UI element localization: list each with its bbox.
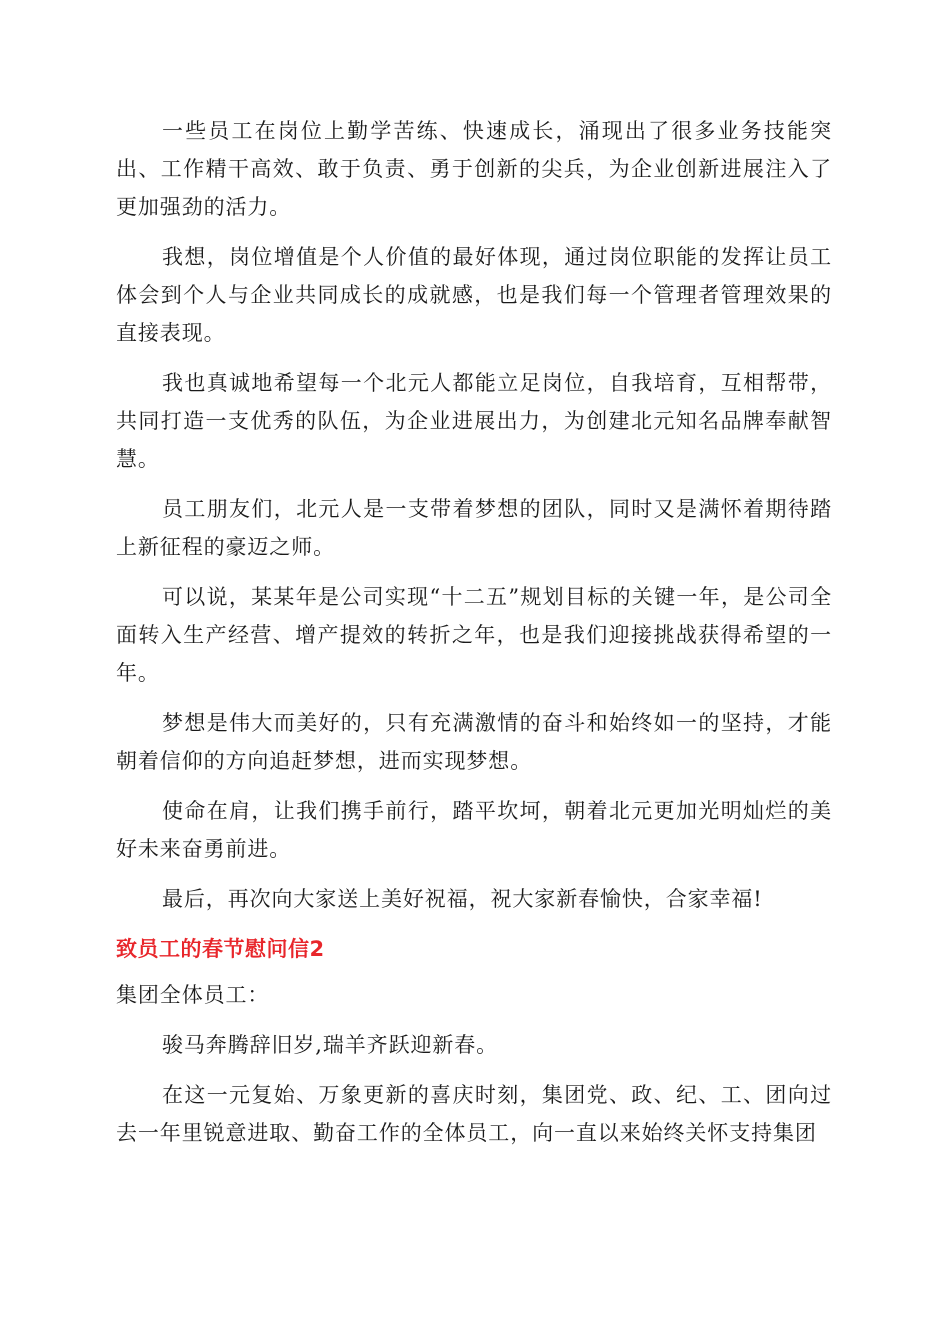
body-paragraph: 梦想是伟大而美好的，只有充满激情的奋斗和始终如一的坚持，才能朝着信仰的方向追赶梦想，进而实现梦想。 — [116, 711, 832, 773]
body-paragraph: 我想，岗位增值是个人价值的最好体现，通过岗位职能的发挥让员工体会到个人与企业共同成长的成就感，也是我们每一个管理者管理效果的直接表现。 — [116, 245, 832, 345]
body-paragraph: 可以说，某某年是公司实现“十二五”规划目标的关键一年，是公司全面转入生产经营、增产提效的转折之年，也是我们迎接挑战获得希望的一年。 — [116, 585, 832, 685]
section-heading: 致员工的春节慰问信2 — [116, 937, 325, 961]
closing-paragraph: 最后，再次向大家送上美好祝福，祝大家新春愉快，合家幸福! — [162, 887, 763, 911]
salutation: 集团全体员工： — [116, 983, 270, 1007]
document-page — [116, 112, 832, 1164]
body-paragraph: 员工朋友们，北元人是一支带着梦想的团队，同时又是满怀着期待踏上新征程的豪迈之师。 — [116, 497, 832, 559]
body-paragraph: 骏马奔腾辞旧岁,瑞羊齐跃迎新春。 — [162, 1033, 499, 1057]
body-paragraph: 使命在肩，让我们携手前行，踏平坎坷，朝着北元更加光明灿烂的美好未来奋勇前进。 — [116, 799, 832, 861]
body-paragraph: 在这一元复始、万象更新的喜庆时刻，集团党、政、纪、工、团向过去一年里锐意进取、勤奋工作的全体员工，向一直以来始终关怀支持集团 — [116, 1083, 832, 1145]
body-paragraph: 我也真诚地希望每一个北元人都能立足岗位，自我培育，互相帮带，共同打造一支优秀的队伍，为企业进展出力，为创建北元知名品牌奉献智慧。 — [116, 371, 832, 471]
body-paragraph: 一些员工在岗位上勤学苦练、快速成长，涌现出了很多业务技能突出、工作精干高效、敢于负责、勇于创新的尖兵，为企业创新进展注入了更加强劲的活力。 — [116, 119, 832, 219]
